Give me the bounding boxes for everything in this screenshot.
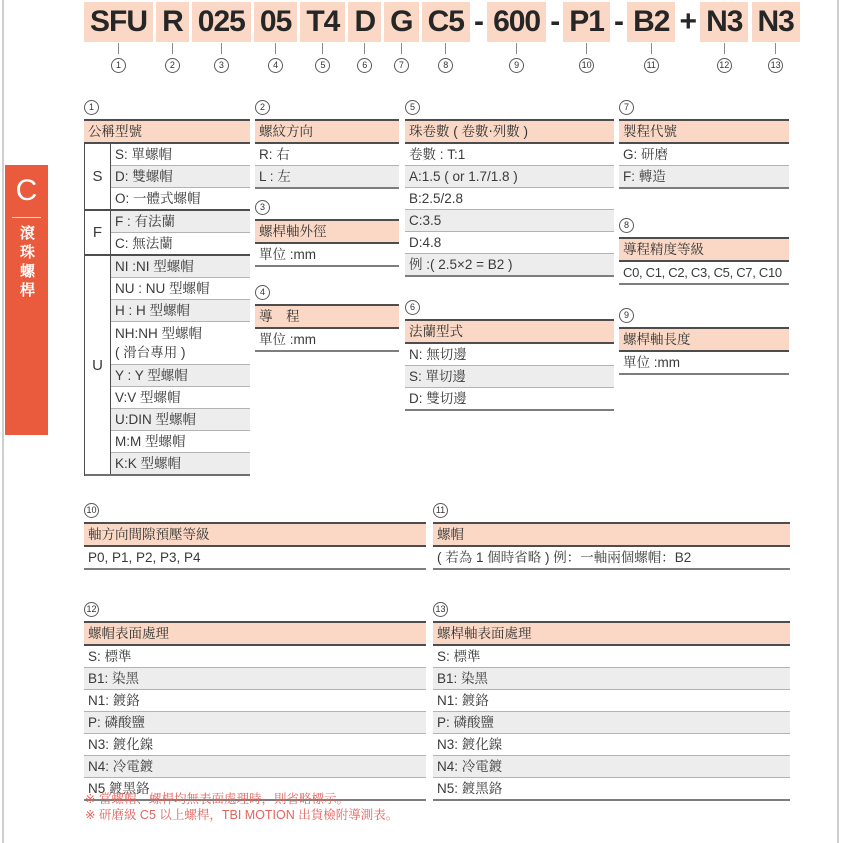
table-box — [255, 304, 399, 352]
circled-number-4: 4 — [268, 58, 283, 73]
table-8 — [619, 215, 789, 285]
circled-number-13: 13 — [768, 58, 783, 73]
code-segment-11 — [627, 2, 675, 73]
table-row-line: N4: 冷電鍍 — [88, 759, 154, 774]
code-segment-text: - — [614, 5, 624, 38]
circled-number-9: 9 — [619, 308, 634, 323]
footnotes — [85, 792, 398, 823]
circled-number-4: 4 — [255, 285, 270, 300]
table-5 — [405, 97, 614, 277]
table-4 — [255, 282, 399, 352]
table-11 — [433, 500, 790, 570]
code-segment-6 — [348, 2, 381, 73]
table-row-line: S: 單切邊 — [409, 369, 467, 384]
circled-number-5: 5 — [315, 58, 330, 73]
table-row-line: U:DIN 型螺帽 — [115, 412, 196, 427]
table-row-line: N4: 冷電鍍 — [437, 759, 503, 774]
code-segment-tick — [586, 43, 587, 54]
table-row-line: NH:NH 型螺帽 — [115, 326, 202, 341]
table-row-line: ( 若為 1 個時省略 ) 例：一軸兩個螺帽：B2 — [437, 550, 692, 565]
table-row — [84, 668, 426, 690]
table-group-S — [85, 144, 250, 211]
table-row-line: P: 磷酸鹽 — [437, 715, 495, 730]
table-row — [111, 144, 250, 166]
code-segment-tick — [364, 43, 365, 54]
table-row-line: 例 :( 2.5×2 = B2 ) — [409, 257, 513, 272]
table-row-line: B:2.5/2.8 — [409, 191, 464, 206]
table-title: 螺帽表面處理 — [84, 623, 426, 646]
table-group-label: U — [85, 256, 111, 474]
table-2 — [255, 97, 399, 189]
table-row — [433, 734, 790, 756]
circled-number-2: 2 — [165, 58, 180, 73]
table-row-line: P: 磷酸鹽 — [88, 715, 146, 730]
code-segment-3 — [192, 2, 251, 73]
table-title: 導 程 — [255, 306, 399, 329]
table-row — [111, 431, 250, 453]
code-segment-text: T4 — [300, 2, 345, 42]
table-row-line: B1: 染黑 — [437, 671, 489, 686]
table-row — [405, 144, 614, 166]
code-segment-text: P1 — [563, 2, 610, 42]
table-box — [619, 327, 789, 375]
table-box — [84, 621, 426, 801]
circled-number-11: 11 — [433, 503, 448, 518]
table-row — [405, 232, 614, 254]
table-row — [433, 712, 790, 734]
circled-number-7: 7 — [394, 58, 409, 73]
table-row-line: L : 左 — [259, 169, 291, 184]
table-row-line: D:4.8 — [409, 235, 442, 250]
circled-number-12: 12 — [84, 602, 99, 617]
table-row-line: F : 有法蘭 — [115, 214, 175, 229]
table-box — [433, 522, 790, 570]
code-segment-9 — [487, 2, 546, 73]
table-12 — [84, 599, 426, 801]
code-segment-tick — [651, 43, 652, 54]
table-title: 公稱型號 — [84, 121, 250, 144]
table-row-line: S: 單螺帽 — [115, 147, 173, 162]
table-row — [405, 188, 614, 210]
circled-number-3: 3 — [214, 58, 229, 73]
table-row — [405, 366, 614, 388]
table-row — [619, 352, 789, 375]
table-row-line: D: 雙切邊 — [409, 391, 467, 406]
table-9 — [619, 305, 789, 375]
section-tab — [5, 165, 48, 435]
table-row-line: N1: 鍍鉻 — [437, 693, 489, 708]
circled-number-8: 8 — [619, 218, 634, 233]
table-row — [405, 210, 614, 232]
code-segment-text: - — [550, 5, 560, 38]
table-row — [111, 387, 250, 409]
table-row-line: C: 無法蘭 — [115, 236, 173, 251]
code-segment-text: 05 — [254, 2, 297, 42]
table-box — [255, 119, 399, 189]
table-7 — [619, 97, 789, 189]
table-row — [619, 144, 789, 166]
code-segment-text: B2 — [627, 2, 675, 42]
code-segment-text: R — [156, 2, 189, 42]
code-segment-tick — [724, 43, 725, 54]
code-segment-text: SFU — [84, 2, 153, 42]
table-row — [111, 322, 250, 365]
section-tab-label: 滾珠螺桿 — [18, 225, 35, 301]
code-segment-tick — [516, 43, 517, 54]
table-13 — [433, 599, 790, 801]
table-row-line: S: 標準 — [437, 649, 481, 664]
code-segment-text: + — [679, 5, 697, 38]
table-row-line: B1: 染黑 — [88, 671, 140, 686]
table-group-rows — [111, 211, 250, 254]
table-title: 螺桿軸長度 — [619, 329, 789, 352]
code-segment-text: 025 — [192, 2, 251, 42]
table-groups — [84, 144, 250, 476]
table-row-line: C:3.5 — [409, 213, 442, 228]
circled-number-8: 8 — [438, 58, 453, 73]
code-separator — [473, 2, 484, 42]
code-separator — [679, 2, 698, 42]
table-row — [619, 166, 789, 189]
footnote: ※ 研磨級 C5 以上螺桿，TBI MOTION 出貨檢附導測表。 — [85, 807, 399, 822]
table-row — [433, 690, 790, 712]
table-row-line: 單位 :mm — [623, 355, 680, 370]
code-segment-tick — [275, 43, 276, 54]
table-title: 法蘭型式 — [405, 321, 614, 344]
table-row — [405, 388, 614, 411]
table-row — [111, 233, 250, 254]
table-row — [433, 668, 790, 690]
code-segment-text: N3 — [752, 2, 800, 42]
table-row-line: A:1.5 ( or 1.7/1.8 ) — [409, 169, 518, 184]
table-box — [405, 319, 614, 411]
table-title: 螺桿軸表面處理 — [433, 623, 790, 646]
code-segment-tick — [322, 43, 323, 54]
code-segment-12 — [700, 2, 748, 73]
table-row — [84, 712, 426, 734]
code-segment-2 — [156, 2, 189, 73]
table-row — [405, 344, 614, 366]
code-segment-text: 600 — [487, 2, 546, 42]
table-row-line: N3: 鍍化鎳 — [88, 737, 154, 752]
table-row-line: C0, C1, C2, C3, C5, C7, C10 — [623, 265, 782, 280]
table-box — [84, 119, 250, 476]
page-right-border — [837, 0, 839, 843]
table-row — [84, 734, 426, 756]
circled-number-6: 6 — [357, 58, 372, 73]
code-segment-text: N3 — [700, 2, 748, 42]
table-3 — [255, 197, 399, 267]
table-box — [255, 219, 399, 267]
table-group-label: S — [85, 144, 111, 209]
table-6 — [405, 297, 614, 411]
code-segment-4 — [254, 2, 297, 73]
table-row-line: ( 滑台專用 ) — [115, 345, 186, 360]
circled-number-11: 11 — [644, 58, 659, 73]
table-row — [255, 244, 399, 267]
table-row-line: F: 轉造 — [623, 169, 666, 184]
circled-number-13: 13 — [433, 602, 448, 617]
model-code-bar — [84, 2, 800, 73]
section-tab-divider — [12, 217, 41, 218]
table-title: 珠卷數 ( 卷數‧列數 ) — [405, 121, 614, 144]
table-title: 製程代號 — [619, 121, 789, 144]
code-segment-1 — [84, 2, 153, 73]
table-row-line: H : H 型螺帽 — [115, 303, 191, 318]
circled-number-1: 1 — [111, 58, 126, 73]
table-box — [619, 119, 789, 189]
table-row — [84, 547, 426, 570]
table-row — [255, 166, 399, 189]
code-segment-tick — [775, 43, 776, 54]
table-row — [111, 166, 250, 188]
table-title: 螺帽 — [433, 524, 790, 547]
code-segment-tick — [118, 43, 119, 54]
code-segment-tick — [172, 43, 173, 54]
table-row-line: 單位 :mm — [259, 332, 316, 347]
table-row — [111, 188, 250, 209]
table-row — [433, 756, 790, 778]
code-segment-8 — [422, 2, 470, 73]
table-title: 導程精度等級 — [619, 239, 789, 262]
table-row-line: V:V 型螺帽 — [115, 390, 181, 405]
table-row-line: O: 一體式螺帽 — [115, 191, 201, 206]
table-box — [84, 522, 426, 570]
code-segment-text: C5 — [422, 2, 470, 42]
code-segment-5 — [300, 2, 345, 73]
table-row-line: 單位 :mm — [259, 247, 316, 262]
table-row — [255, 329, 399, 352]
code-separator — [549, 2, 560, 42]
table-row — [619, 262, 789, 285]
table-group-rows — [111, 256, 250, 474]
circled-number-6: 6 — [405, 300, 420, 315]
table-row-line: NU : NU 型螺帽 — [115, 281, 210, 296]
table-row — [111, 409, 250, 431]
table-row-line: N1: 鍍鉻 — [88, 693, 140, 708]
table-row — [405, 166, 614, 188]
table-group-F — [85, 211, 250, 256]
table-title: 螺桿軸外徑 — [255, 221, 399, 244]
code-segment-10 — [563, 2, 610, 73]
page-left-border — [2, 0, 4, 843]
table-row — [111, 211, 250, 233]
circled-number-3: 3 — [255, 200, 270, 215]
table-row — [111, 365, 250, 387]
table-row — [111, 256, 250, 278]
table-row-line: 卷數 : T:1 — [409, 147, 466, 162]
circled-number-5: 5 — [405, 100, 420, 115]
table-title: 軸方向間隙預壓等級 — [84, 524, 426, 547]
table-1 — [84, 97, 250, 476]
circled-number-10: 10 — [84, 503, 99, 518]
table-row-line: S: 標準 — [88, 649, 132, 664]
circled-number-7: 7 — [619, 100, 634, 115]
code-separator — [613, 2, 624, 42]
code-segment-text: G — [384, 2, 418, 42]
table-row — [433, 547, 790, 570]
table-row-line: NI :NI 型螺帽 — [115, 259, 194, 274]
table-row — [433, 778, 790, 801]
code-segment-text: D — [348, 2, 381, 42]
table-row — [84, 756, 426, 778]
circled-number-10: 10 — [579, 58, 594, 73]
table-box — [619, 237, 789, 285]
table-row-line: N5 鍍黑鉻 — [88, 781, 150, 796]
table-row — [84, 690, 426, 712]
circled-number-2: 2 — [255, 100, 270, 115]
table-row — [405, 254, 614, 277]
code-segment-text: - — [474, 5, 483, 38]
table-row-line: M:M 型螺帽 — [115, 434, 186, 449]
table-row — [111, 300, 250, 322]
code-segment-tick — [401, 43, 402, 54]
table-row-line: P0, P1, P2, P3, P4 — [88, 550, 201, 565]
code-segment-13 — [752, 2, 800, 73]
table-row-line: G: 研磨 — [623, 147, 669, 162]
table-box — [405, 119, 614, 277]
table-box — [433, 621, 790, 801]
code-segment-7 — [384, 2, 418, 73]
circled-number-12: 12 — [717, 58, 732, 73]
circled-number-1: 1 — [84, 100, 99, 115]
table-group-label: F — [85, 211, 111, 254]
table-row-line: Y : Y 型螺帽 — [115, 368, 188, 383]
footnote: ※ 當螺帽、螺桿均無表面處理時，則省略標示。 — [85, 792, 349, 806]
table-row — [84, 646, 426, 668]
table-row — [433, 646, 790, 668]
table-row — [255, 144, 399, 166]
table-row — [111, 278, 250, 300]
table-group-U — [85, 256, 250, 476]
table-group-rows — [111, 144, 250, 209]
table-row-line: K:K 型螺帽 — [115, 456, 182, 471]
table-row — [111, 453, 250, 474]
section-tab-letter: C — [15, 174, 38, 207]
circled-number-9: 9 — [509, 58, 524, 73]
table-row-line: R: 右 — [259, 147, 290, 162]
table-row-line: N3: 鍍化鎳 — [437, 737, 503, 752]
code-segment-tick — [221, 43, 222, 54]
table-row-line: N: 無切邊 — [409, 347, 467, 362]
table-10 — [84, 500, 426, 570]
table-row-line: D: 雙螺帽 — [115, 169, 173, 184]
code-segment-tick — [445, 43, 446, 54]
table-row-line: N5: 鍍黑鉻 — [437, 781, 503, 796]
table-title: 螺紋方向 — [255, 121, 399, 144]
